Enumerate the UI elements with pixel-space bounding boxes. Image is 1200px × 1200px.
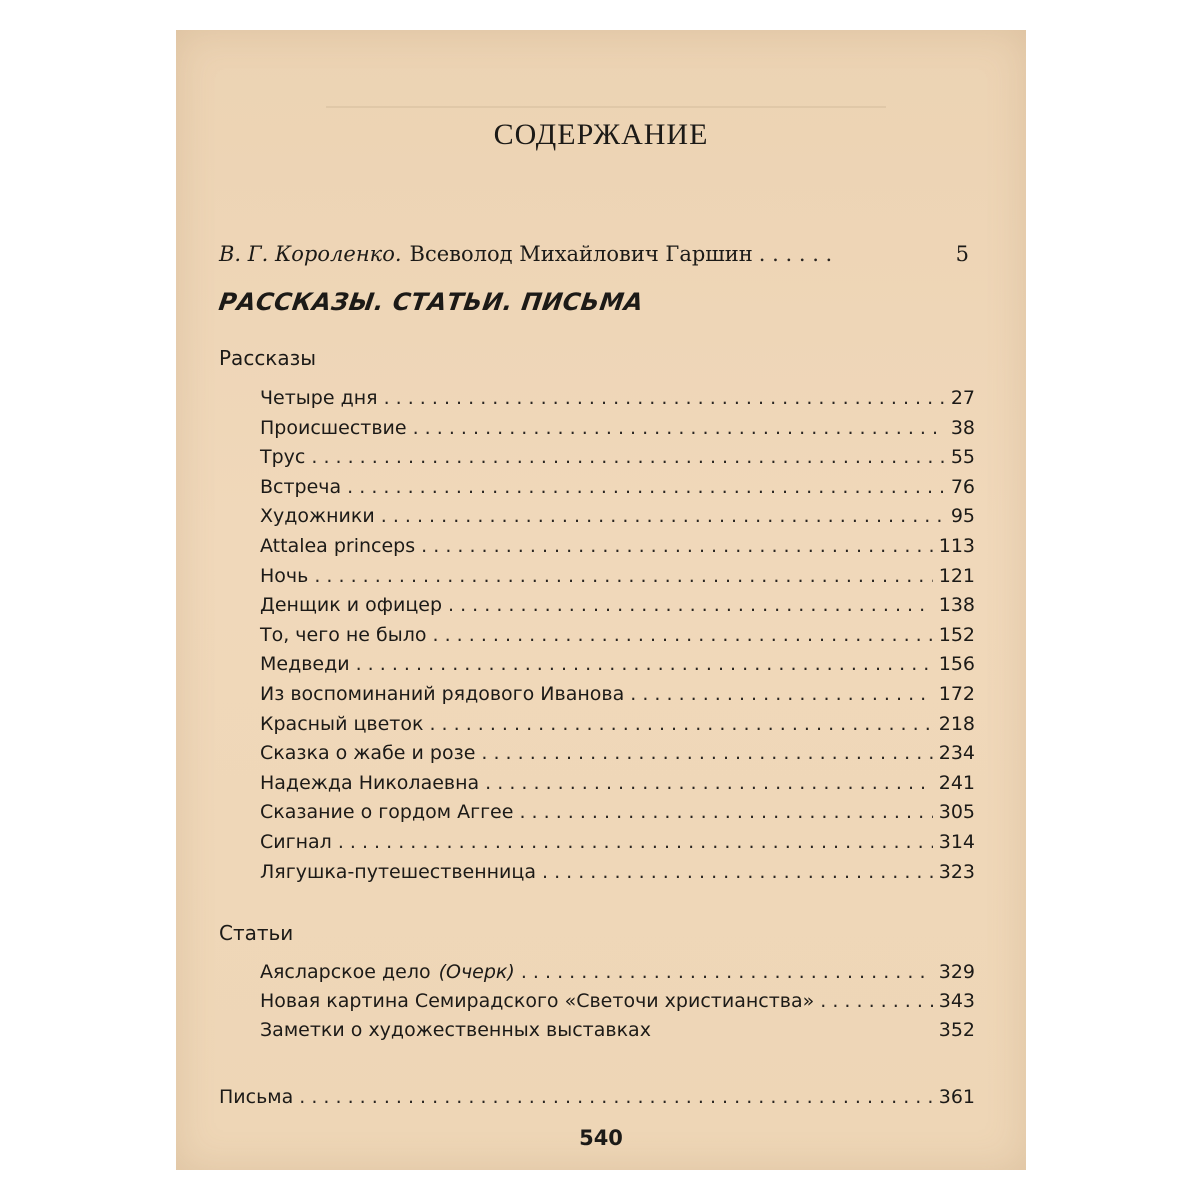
toc-entry-story <box>260 473 975 503</box>
entry-title: Происшествие <box>260 416 407 439</box>
entry-title: Художники <box>260 505 375 528</box>
entry-title: Надежда Николаевна <box>260 771 480 794</box>
toc-entry-article <box>260 1016 975 1046</box>
entry-page: 361 <box>938 1086 975 1108</box>
entry-title: Денщик и офицер <box>260 594 443 617</box>
entry-title: Встреча <box>260 475 342 498</box>
intro-author: В. Г. Короленко. <box>219 242 402 266</box>
entry-page: 55 <box>950 446 975 469</box>
toc-entry-story <box>260 562 975 592</box>
leader-dots <box>521 958 933 986</box>
entry-page: 27 <box>950 387 975 409</box>
leader-dots <box>542 858 933 886</box>
section-title: РАССКАЗЫ. СТАТЬИ. ПИСЬМА <box>217 288 646 316</box>
entry-note: (Очерк) <box>438 961 515 983</box>
leader-dots <box>347 473 945 501</box>
bleed-through-shadow <box>326 66 886 108</box>
entry-page: 329 <box>938 961 975 983</box>
entry-page: 234 <box>938 742 975 765</box>
entry-page: 152 <box>938 623 975 646</box>
toc-entry-story <box>260 858 975 888</box>
entry-title: Из воспоминаний рядового Иванова <box>260 683 625 705</box>
entry-title: Медведи <box>260 653 350 676</box>
entry-title: Сказка о жабе и розе <box>260 742 476 765</box>
entry-title: Аясларское дело <box>260 961 431 983</box>
entry-page: 314 <box>938 831 975 853</box>
toc-entry-story <box>260 414 975 444</box>
spacer <box>820 987 932 1015</box>
toc-entry-story <box>260 650 975 680</box>
leader-dots <box>421 532 933 560</box>
entry-title: Трус <box>260 446 306 469</box>
entry-title: Заметки о художественных выставках <box>260 1019 651 1041</box>
toc-entry-story <box>260 680 975 710</box>
entry-page: 343 <box>938 990 975 1012</box>
entry-page: 138 <box>938 594 975 617</box>
leader-dots <box>448 591 933 619</box>
toc-entry-story <box>260 532 975 562</box>
entry-title: То, чего не было <box>260 623 427 646</box>
toc-entry-story <box>260 828 975 858</box>
entry-page: 241 <box>938 771 975 794</box>
intro-page: 5 <box>955 242 969 266</box>
entry-page: 38 <box>950 416 975 439</box>
toc-entry-story <box>260 621 975 651</box>
toc-entry-story <box>260 739 975 769</box>
page-title: СОДЕРЖАНИЕ <box>493 118 709 151</box>
page-number: 540 <box>579 1126 623 1150</box>
entry-title: Ночь <box>260 564 309 587</box>
leader-dots <box>384 384 945 412</box>
intro-title: Всеволод Михайлович Гаршин <box>409 242 753 266</box>
leader-dots <box>433 621 933 649</box>
leader-dots <box>519 798 932 826</box>
entry-page: 113 <box>938 535 975 557</box>
leader-dots <box>299 1083 932 1111</box>
entry-page: 156 <box>938 653 975 676</box>
articles-heading: Статьи <box>219 921 294 945</box>
leader-dots <box>381 502 945 530</box>
leader-dots <box>481 739 932 767</box>
entry-title: Четыре дня <box>260 387 378 409</box>
entry-title: Письма <box>219 1086 294 1108</box>
toc-entry-story <box>260 798 975 828</box>
stories-heading: Рассказы <box>219 346 317 370</box>
entry-page: 323 <box>938 860 975 883</box>
toc-entry-story <box>260 384 975 414</box>
entry-title: Лягушка-путешественница <box>260 860 536 883</box>
entry-page: 172 <box>938 683 975 705</box>
toc-entry-intro <box>219 240 969 270</box>
toc-entry-story <box>260 710 975 740</box>
leader-dots <box>630 680 932 708</box>
toc-entry-article <box>260 958 975 988</box>
toc-entry-letters <box>219 1083 975 1113</box>
leader-dots <box>356 650 933 678</box>
entry-page: 218 <box>938 712 975 735</box>
entry-title: Сказание о гордом Аггее <box>260 801 514 824</box>
toc-entry-story <box>260 443 975 473</box>
toc-entry-story <box>260 591 975 621</box>
toc-entry-story <box>260 769 975 799</box>
leader-dots <box>311 443 944 471</box>
entry-page: 352 <box>938 1019 975 1041</box>
entry-page: 305 <box>938 801 975 824</box>
book-page <box>176 30 1026 1170</box>
leader-dots <box>338 828 933 856</box>
entry-page: 121 <box>938 564 975 587</box>
toc-entry-story <box>260 502 975 532</box>
leader-dots <box>413 414 945 442</box>
leader-dots <box>314 562 932 590</box>
entry-title: Красный цветок <box>260 712 424 735</box>
leader-dots <box>429 710 932 738</box>
leader-dots <box>759 240 839 268</box>
entry-title: Сигнал <box>260 831 332 853</box>
entry-page: 95 <box>950 505 975 528</box>
entry-title: Attalea princeps <box>260 535 416 557</box>
leader-dots <box>485 769 933 797</box>
entry-title: Новая картина Семирадского «Светочи христианства» <box>260 990 815 1012</box>
entry-page: 76 <box>950 475 975 498</box>
toc-entry-article <box>260 987 975 1017</box>
